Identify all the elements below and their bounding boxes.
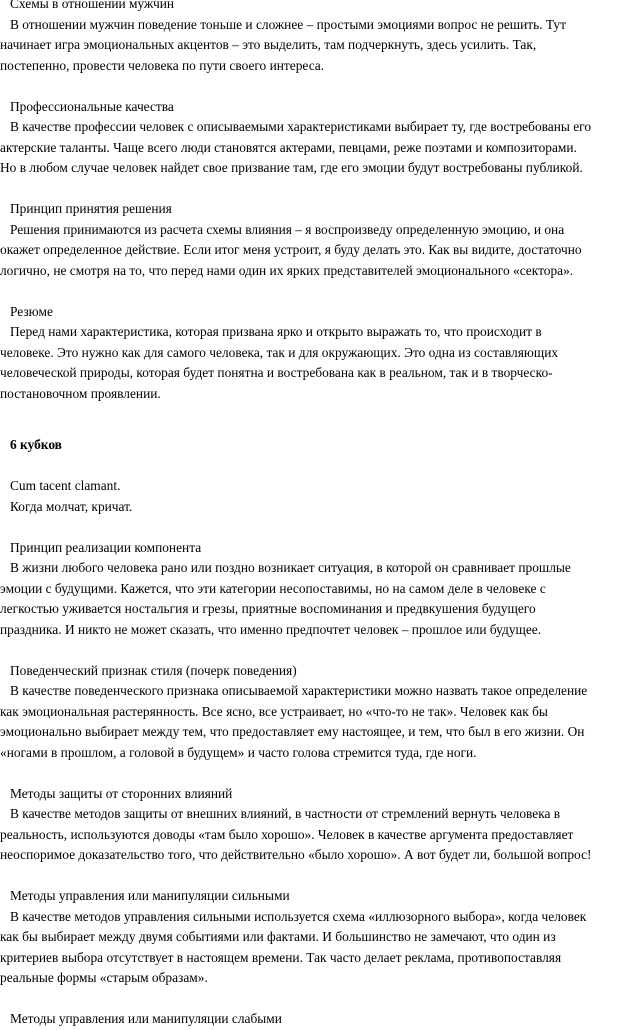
spacer — [0, 179, 620, 200]
spacer — [0, 76, 620, 97]
motto-latin: Cum tacent clamant. — [10, 478, 121, 493]
section-heading: Принцип реализации компонента — [10, 539, 202, 555]
spacer — [0, 989, 620, 1010]
paragraph-line: постепенно, провести человека по пути своего интереса. — [0, 57, 325, 73]
section-men-schemes — [0, 0, 620, 76]
paragraph-line: человеческой природы, которая будет понятна и востребована как в реальном, так и в творческо- — [0, 365, 553, 380]
section-manipulation-weak — [0, 1009, 620, 1030]
paragraph-line: В качестве методов защиты от внешних влияний, в частности от стремлений вернуть человека в — [10, 806, 561, 821]
paragraph-line: Перед нами характеристика, которая призвана ярко и открыто выражать то, что происходит в — [10, 324, 542, 339]
motto-translation: Когда молчат, кричат. — [10, 498, 133, 514]
paragraph-line: как бы выбирает между двумя событиями или фактами. И большинство не замечают, что один из — [0, 929, 556, 944]
chapter-header — [0, 435, 620, 456]
paragraph-line: эмоционально выбирает между тем, что предоставляет ему настоящее, и тем, что был в его жизни. Он — [0, 724, 585, 739]
paragraph-line: неоспоримое доказательство того, что действительно «было хорошо». А вот будет ли, большой вопрос! — [0, 847, 592, 862]
paragraph-line: реальные формы «старым образам». — [0, 970, 208, 985]
section-heading: Резюме — [10, 303, 53, 319]
paragraph-line: праздника. И никто не может сказать, что именно предпочтет человек – прошлое или будущее. — [0, 621, 542, 637]
paragraph-line: актерские таланты. Чаще всего люди становятся актерами, певцами, реже поэтами и композиторами. — [0, 139, 577, 155]
section-heading: Схемы в отношении мужчин — [10, 0, 175, 11]
paragraph-line: В качестве профессии человек с описываемыми характеристиками выбирает ту, где востребованы его — [10, 119, 592, 134]
spacer — [0, 763, 620, 784]
paragraph-line: критериев выбора отсутствует в настоящем времени. Так часто делает реклама, противопоставляя — [0, 949, 562, 965]
paragraph-line: эмоции с будущими. Кажется, что эти категории несопоставимы, но на самом деле в человеке с — [0, 580, 546, 596]
paragraph-line: В жизни любого человека рано или поздно возникает ситуация, в которой он сравнивает прошлые — [10, 560, 571, 575]
section-heading: Методы управления или манипуляции слабыми — [10, 1011, 282, 1026]
paragraph-line: «ногами в прошлом, а головой в будущем» и часто голова стремится туда, где ноги. — [0, 744, 477, 760]
section-heading: Методы защиты от сторонних влияний — [10, 785, 233, 801]
chapter-title: 6 кубков — [10, 437, 62, 452]
section-decision-principle — [0, 199, 620, 281]
spacer — [0, 866, 620, 887]
section-summary — [0, 302, 620, 405]
spacer — [0, 517, 620, 538]
paragraph-line: Но в любом случае человек найдет свое призвание там, где его эмоции будут востребованы публикой. — [0, 160, 583, 175]
spacer — [0, 281, 620, 302]
section-heading: Методы управления или манипуляции сильными — [10, 888, 290, 903]
section-heading: Принцип принятия решения — [10, 201, 172, 216]
paragraph-line: окажет определенное действие. Если итог меня устроит, я буду делать это. Как вы видите, достаточно — [0, 242, 582, 257]
paragraph-line: человеке. Это нужно как для самого человека, так и для окружающих. Это одна из составляющих — [0, 344, 559, 360]
section-manipulation-strong — [0, 886, 620, 989]
paragraph-line: В качестве методов управления сильными используется схема «иллюзорного выбора», когда человек — [10, 908, 587, 924]
paragraph-line: начинает игра эмоциональных акцентов – это выделить, там подчеркнуть, здесь усилить. Так, — [0, 37, 537, 52]
spacer — [0, 404, 620, 435]
section-heading: Поведенческий признак стиля (почерк поведения) — [10, 662, 297, 678]
section-component-principle — [0, 538, 620, 641]
paragraph-line: постановочном проявлении. — [0, 385, 161, 401]
section-professional-qualities — [0, 97, 620, 179]
paragraph-line: легкостью уживается ностальгия и грезы, приятные воспоминания и предвкушения будущего — [0, 601, 536, 616]
section-behavior-style — [0, 661, 620, 764]
section-defense-methods — [0, 784, 620, 866]
paragraph-line: как эмоциональная растерянность. Все ясно, все устраивает, но «что-то не так». Человек как бы — [0, 703, 548, 719]
section-heading: Профессиональные качества — [10, 98, 174, 114]
paragraph-line: В отношении мужчин поведение тоньше и сложнее – простыми эмоциями вопрос не решить. Тут — [10, 16, 566, 32]
spacer — [0, 640, 620, 661]
spacer — [0, 456, 620, 477]
paragraph-line: логично, не смотря на то, что перед нами один их ярких представителей эмоционального «сектора». — [0, 262, 574, 278]
paragraph-line: Решения принимаются из расчета схемы влияния – я воспроизведу определенную эмоцию, и она — [10, 221, 565, 237]
paragraph-line: В качестве поведенческого признака описываемой характеристики можно назвать такое определение — [10, 683, 588, 698]
chapter-motto — [0, 476, 620, 517]
paragraph-line: реальность, используются доводы «там было хорошо». Человек в качестве аргумента предоставляет — [0, 826, 574, 842]
